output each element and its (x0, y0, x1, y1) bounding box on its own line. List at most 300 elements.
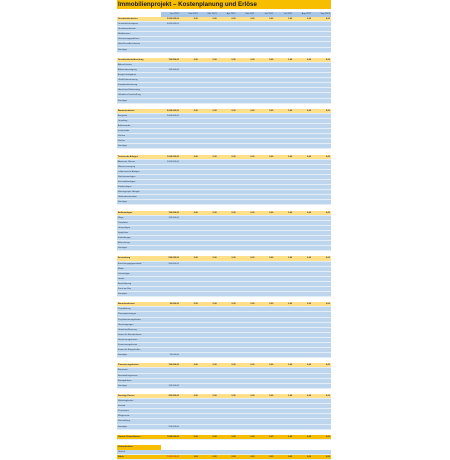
month-cell[interactable] (274, 404, 293, 408)
month-cell[interactable] (312, 312, 331, 316)
month-cell[interactable] (237, 368, 256, 372)
month-cell[interactable] (293, 425, 312, 429)
month-cell[interactable]: 0,00 (212, 364, 217, 367)
row-label[interactable]: Innenwände (118, 130, 130, 133)
row-total[interactable] (161, 368, 180, 372)
row-label[interactable]: Technische Anlagen (118, 155, 138, 158)
row-total[interactable]: 500.000,00 (168, 262, 179, 265)
month-cell[interactable]: 0,00 (231, 257, 236, 260)
row-label[interactable]: Saldo (118, 456, 124, 459)
month-cell[interactable] (237, 328, 256, 332)
month-cell[interactable] (255, 170, 274, 174)
month-cell[interactable]: 0,00 (307, 303, 312, 306)
month-cell[interactable]: 0,00 (325, 58, 330, 61)
month-cell[interactable] (199, 119, 218, 123)
month-cell[interactable] (293, 318, 312, 322)
month-cell[interactable]: 0,00 (288, 18, 293, 20)
month-cell[interactable]: 0,00 (269, 364, 274, 367)
row-total[interactable] (161, 236, 180, 240)
month-cell[interactable] (255, 277, 274, 281)
month-cell[interactable] (180, 399, 199, 403)
month-cell[interactable] (293, 409, 312, 413)
month-cell[interactable] (199, 114, 218, 118)
month-cell[interactable] (180, 241, 199, 245)
month-cell[interactable] (312, 63, 331, 67)
month-cell[interactable] (237, 78, 256, 82)
month-cell[interactable] (274, 333, 293, 337)
month-cell[interactable] (218, 241, 237, 245)
row-label[interactable]: Baunebenkosten (118, 303, 135, 306)
month-cell[interactable] (180, 267, 199, 271)
month-cell[interactable]: 0,00 (325, 257, 330, 260)
month-cell[interactable] (199, 399, 218, 403)
row-label[interactable]: Vermessungsgebühren (118, 38, 140, 41)
month-cell[interactable] (312, 384, 331, 388)
month-cell[interactable] (274, 425, 293, 429)
month-cell[interactable] (180, 323, 199, 327)
row-total[interactable] (161, 414, 180, 418)
month-cell[interactable] (274, 175, 293, 179)
month-cell[interactable] (218, 419, 237, 423)
month-cell[interactable] (312, 144, 331, 148)
month-cell[interactable] (274, 42, 293, 46)
month-cell[interactable] (237, 312, 256, 316)
month-cell[interactable] (274, 246, 293, 250)
month-cell[interactable]: 0,00 (231, 109, 236, 112)
month-cell[interactable] (274, 272, 293, 276)
month-cell[interactable] (312, 78, 331, 82)
month-cell[interactable] (274, 368, 293, 372)
month-cell[interactable]: 0,00 (269, 58, 274, 61)
month-cell[interactable] (255, 450, 274, 454)
month-cell[interactable] (312, 287, 331, 291)
row-total[interactable] (161, 93, 180, 97)
row-label[interactable]: Bauwerkskosten (118, 109, 135, 112)
row-total[interactable] (161, 312, 180, 316)
month-cell[interactable] (255, 399, 274, 403)
row-label[interactable]: Notar/Grundbuchkosten (118, 43, 141, 46)
month-cell[interactable] (274, 144, 293, 148)
month-cell[interactable]: 0,00 (325, 211, 330, 214)
month-cell[interactable] (274, 190, 293, 194)
month-cell[interactable]: 0,00 (231, 394, 236, 397)
month-cell[interactable] (255, 323, 274, 327)
month-cell[interactable] (237, 353, 256, 357)
month-cell[interactable] (180, 236, 199, 240)
month-cell[interactable] (180, 185, 199, 189)
month-cell[interactable] (199, 88, 218, 92)
row-total[interactable] (161, 221, 180, 225)
month-cell[interactable] (218, 114, 237, 118)
row-total[interactable]: 100.000,00 (168, 68, 179, 71)
month-cell[interactable] (199, 241, 218, 245)
month-cell[interactable] (180, 195, 199, 199)
month-cell[interactable] (218, 450, 237, 454)
month-cell[interactable] (312, 419, 331, 423)
month-cell[interactable] (218, 27, 237, 31)
row-label[interactable]: Verkauf (118, 450, 126, 453)
month-cell[interactable] (180, 129, 199, 133)
month-cell[interactable]: 0,00 (250, 257, 255, 260)
month-cell[interactable] (237, 374, 256, 378)
month-cell[interactable] (255, 414, 274, 418)
month-cell[interactable] (199, 419, 218, 423)
month-cell[interactable] (274, 165, 293, 169)
row-total[interactable] (161, 190, 180, 194)
month-cell[interactable] (180, 165, 199, 169)
month-cell[interactable] (218, 409, 237, 413)
month-cell[interactable] (199, 144, 218, 148)
month-cell[interactable] (274, 37, 293, 41)
month-cell[interactable] (218, 221, 237, 225)
month-cell[interactable] (218, 272, 237, 276)
month-cell[interactable] (293, 246, 312, 250)
month-cell[interactable] (199, 139, 218, 143)
month-cell[interactable]: 0,00 (231, 364, 236, 367)
month-cell[interactable] (293, 139, 312, 143)
month-cell[interactable] (199, 333, 218, 337)
month-cell[interactable] (293, 333, 312, 337)
row-label[interactable]: Mietgarantie (118, 415, 130, 418)
month-cell[interactable] (237, 287, 256, 291)
row-total[interactable] (161, 124, 180, 128)
row-total[interactable] (161, 246, 180, 250)
month-cell[interactable] (312, 139, 331, 143)
row-total[interactable] (161, 32, 180, 36)
row-label[interactable]: Projektsteuerungskosten (118, 318, 141, 321)
month-cell[interactable] (255, 165, 274, 169)
month-cell[interactable] (199, 312, 218, 316)
month-cell[interactable] (237, 165, 256, 169)
month-cell[interactable] (293, 180, 312, 184)
month-cell[interactable] (274, 338, 293, 342)
column-header[interactable]: Jun 2021 (264, 13, 274, 15)
month-cell[interactable] (274, 277, 293, 281)
row-total[interactable] (161, 379, 180, 383)
month-cell[interactable] (218, 129, 237, 133)
month-cell[interactable] (274, 328, 293, 332)
month-cell[interactable] (237, 93, 256, 97)
month-cell[interactable] (180, 312, 199, 316)
month-cell[interactable]: 0,00 (231, 456, 236, 459)
month-cell[interactable] (180, 68, 199, 72)
month-cell[interactable] (255, 384, 274, 388)
month-cell[interactable] (237, 384, 256, 388)
month-cell[interactable] (274, 170, 293, 174)
month-cell[interactable] (237, 221, 256, 225)
month-cell[interactable] (255, 200, 274, 204)
month-cell[interactable] (180, 374, 199, 378)
month-cell[interactable] (199, 180, 218, 184)
month-cell[interactable] (199, 22, 218, 26)
month-cell[interactable] (255, 119, 274, 123)
month-cell[interactable] (293, 323, 312, 327)
month-cell[interactable] (274, 231, 293, 235)
month-cell[interactable]: 0,00 (250, 211, 255, 214)
month-cell[interactable] (180, 348, 199, 352)
row-total[interactable]: 100.000,00 (168, 364, 179, 367)
month-cell[interactable] (255, 63, 274, 67)
row-label[interactable]: Starkstromanlagen (118, 175, 136, 178)
month-cell[interactable] (274, 262, 293, 266)
row-label[interactable]: Grünanlagen (118, 226, 131, 229)
month-cell[interactable] (293, 195, 312, 199)
row-total[interactable]: 200.000,00 (168, 425, 179, 428)
month-cell[interactable] (293, 328, 312, 332)
month-cell[interactable] (199, 262, 218, 266)
month-cell[interactable] (180, 124, 199, 128)
month-cell[interactable] (237, 48, 256, 52)
month-cell[interactable] (274, 236, 293, 240)
month-cell[interactable] (274, 73, 293, 77)
month-cell[interactable] (237, 307, 256, 311)
month-cell[interactable] (312, 272, 331, 276)
month-cell[interactable]: 0,00 (307, 109, 312, 112)
month-cell[interactable] (312, 236, 331, 240)
month-cell[interactable] (218, 292, 237, 296)
month-cell[interactable] (199, 165, 218, 169)
month-cell[interactable]: 0,00 (325, 364, 330, 367)
row-label[interactable]: Gründung (118, 119, 128, 122)
month-cell[interactable]: 0,00 (212, 435, 217, 438)
month-cell[interactable] (180, 231, 199, 235)
month-cell[interactable] (237, 231, 256, 235)
month-cell[interactable] (199, 216, 218, 220)
month-cell[interactable] (199, 231, 218, 235)
month-cell[interactable] (312, 180, 331, 184)
month-cell[interactable] (237, 42, 256, 46)
month-cell[interactable] (199, 190, 218, 194)
month-cell[interactable] (312, 124, 331, 128)
month-cell[interactable] (237, 236, 256, 240)
month-cell[interactable] (312, 241, 331, 245)
month-cell[interactable]: 0,00 (212, 155, 217, 158)
row-total[interactable]: 1.000.000,00 (166, 155, 179, 158)
month-cell[interactable]: 0,00 (193, 435, 198, 438)
month-cell[interactable] (312, 282, 331, 286)
month-cell[interactable] (255, 419, 274, 423)
month-cell[interactable]: 0,00 (325, 155, 330, 158)
row-label[interactable]: Sonstige Kosten (118, 394, 135, 397)
month-cell[interactable] (218, 343, 237, 347)
month-cell[interactable] (180, 22, 199, 26)
month-cell[interactable] (312, 425, 331, 429)
month-cell[interactable] (274, 216, 293, 220)
month-cell[interactable]: 0,00 (231, 58, 236, 61)
month-cell[interactable] (293, 287, 312, 291)
month-cell[interactable] (180, 246, 199, 250)
month-cell[interactable] (199, 129, 218, 133)
row-label[interactable]: Ausgleichsabgaben (118, 74, 137, 77)
month-cell[interactable] (237, 88, 256, 92)
month-cell[interactable] (237, 160, 256, 164)
month-cell[interactable] (237, 216, 256, 220)
month-cell[interactable]: 0,00 (231, 435, 236, 438)
row-total[interactable] (161, 277, 180, 281)
month-cell[interactable] (274, 384, 293, 388)
month-cell[interactable] (255, 318, 274, 322)
month-cell[interactable] (274, 287, 293, 291)
month-cell[interactable]: 0,00 (231, 155, 236, 158)
month-cell[interactable] (293, 272, 312, 276)
month-cell[interactable]: 0,00 (269, 303, 274, 306)
month-cell[interactable] (199, 323, 218, 327)
month-cell[interactable]: 0,00 (212, 58, 217, 61)
month-cell[interactable] (199, 272, 218, 276)
month-cell[interactable] (180, 175, 199, 179)
month-cell[interactable]: 0,00 (307, 58, 312, 61)
row-total[interactable] (161, 307, 180, 311)
row-label[interactable]: Sonstiges (118, 425, 128, 428)
month-cell[interactable]: 0,00 (288, 456, 293, 459)
row-total[interactable] (161, 99, 180, 103)
month-cell[interactable] (237, 185, 256, 189)
month-cell[interactable] (293, 144, 312, 148)
month-cell[interactable] (293, 185, 312, 189)
month-cell[interactable] (180, 139, 199, 143)
month-cell[interactable] (180, 292, 199, 296)
month-cell[interactable] (312, 226, 331, 230)
month-cell[interactable] (255, 99, 274, 103)
row-total[interactable] (161, 399, 180, 403)
month-cell[interactable]: 0,00 (288, 394, 293, 397)
month-cell[interactable] (255, 185, 274, 189)
month-cell[interactable] (180, 287, 199, 291)
month-cell[interactable]: 0,00 (193, 155, 198, 158)
month-cell[interactable]: 0,00 (193, 211, 198, 214)
month-cell[interactable] (237, 200, 256, 204)
month-cell[interactable] (199, 450, 218, 454)
month-cell[interactable] (312, 175, 331, 179)
row-label[interactable]: Kosten für Bauabnahmen (118, 333, 142, 336)
month-cell[interactable] (180, 338, 199, 342)
row-total[interactable] (161, 200, 180, 204)
month-cell[interactable] (255, 190, 274, 194)
month-cell[interactable] (274, 185, 293, 189)
row-label[interactable]: Öffentliche Erschließung (118, 94, 141, 97)
month-cell[interactable] (274, 32, 293, 36)
month-cell[interactable] (274, 226, 293, 230)
month-cell[interactable] (199, 195, 218, 199)
month-cell[interactable]: 0,00 (212, 18, 217, 20)
month-cell[interactable] (199, 68, 218, 72)
month-cell[interactable] (218, 287, 237, 291)
month-cell[interactable] (255, 292, 274, 296)
month-cell[interactable] (237, 414, 256, 418)
month-cell[interactable] (255, 343, 274, 347)
month-cell[interactable] (293, 93, 312, 97)
month-cell[interactable] (237, 450, 256, 454)
month-cell[interactable] (255, 134, 274, 138)
row-label[interactable]: Geräte (118, 277, 125, 280)
row-total[interactable]: 100.000,00 (168, 211, 179, 214)
row-label[interactable]: Bauzinsen (118, 369, 128, 372)
month-cell[interactable] (199, 292, 218, 296)
month-cell[interactable] (293, 216, 312, 220)
row-label[interactable]: Summe Gesamtkosten (118, 435, 141, 438)
month-cell[interactable] (180, 262, 199, 266)
month-cell[interactable] (218, 68, 237, 72)
month-cell[interactable] (237, 399, 256, 403)
month-cell[interactable] (255, 368, 274, 372)
month-cell[interactable] (237, 68, 256, 72)
row-total[interactable] (161, 83, 180, 87)
month-cell[interactable] (293, 32, 312, 36)
month-cell[interactable] (312, 404, 331, 408)
month-cell[interactable] (237, 119, 256, 123)
month-cell[interactable] (180, 343, 199, 347)
row-label[interactable]: Grundstücksaufbereitung (118, 58, 144, 61)
month-cell[interactable] (199, 425, 218, 429)
month-cell[interactable] (312, 333, 331, 337)
row-total[interactable]: 3.000.000,00 (166, 23, 179, 26)
month-cell[interactable] (274, 99, 293, 103)
month-cell[interactable]: 0,00 (250, 18, 255, 20)
row-total[interactable] (161, 37, 180, 41)
row-total[interactable] (161, 78, 180, 82)
row-total[interactable]: 7.550.000,00 (166, 435, 179, 438)
row-label[interactable]: Bankgebühren (118, 379, 132, 382)
column-header[interactable]: Sep 2021 (320, 13, 330, 15)
month-cell[interactable] (255, 114, 274, 118)
month-cell[interactable] (237, 139, 256, 143)
row-label[interactable]: Einfriedungen (118, 237, 131, 240)
month-cell[interactable] (255, 93, 274, 97)
row-total[interactable] (161, 170, 180, 174)
month-cell[interactable] (180, 226, 199, 230)
month-cell[interactable]: 0,00 (288, 435, 293, 438)
month-cell[interactable] (274, 139, 293, 143)
month-cell[interactable] (255, 374, 274, 378)
month-cell[interactable] (199, 73, 218, 77)
month-cell[interactable] (218, 78, 237, 82)
month-cell[interactable] (293, 160, 312, 164)
month-cell[interactable] (180, 353, 199, 357)
month-cell[interactable] (199, 348, 218, 352)
month-cell[interactable] (180, 414, 199, 418)
month-cell[interactable] (237, 226, 256, 230)
month-cell[interactable] (312, 27, 331, 31)
month-cell[interactable] (293, 282, 312, 286)
month-cell[interactable] (293, 22, 312, 26)
month-cell[interactable] (293, 200, 312, 204)
month-cell[interactable] (293, 277, 312, 281)
month-cell[interactable] (293, 226, 312, 230)
month-cell[interactable] (293, 379, 312, 383)
row-label[interactable]: Genehmigungen (118, 323, 134, 326)
row-label[interactable]: Spielplätze (118, 231, 129, 234)
month-cell[interactable] (237, 22, 256, 26)
month-cell[interactable] (293, 292, 312, 296)
month-cell[interactable] (293, 399, 312, 403)
month-cell[interactable] (237, 425, 256, 429)
row-total[interactable] (161, 419, 180, 423)
month-cell[interactable] (312, 22, 331, 26)
month-cell[interactable] (255, 236, 274, 240)
row-total[interactable] (161, 450, 180, 454)
column-header[interactable]: Aug 2021 (301, 13, 312, 15)
row-label[interactable]: Finanzierungskosten (118, 344, 138, 346)
month-cell[interactable] (180, 119, 199, 123)
month-cell[interactable] (218, 37, 237, 41)
row-total[interactable] (161, 333, 180, 337)
month-cell[interactable] (218, 399, 237, 403)
month-cell[interactable] (255, 409, 274, 413)
month-cell[interactable] (255, 333, 274, 337)
month-cell[interactable] (274, 307, 293, 311)
month-cell[interactable] (180, 379, 199, 383)
month-cell[interactable] (274, 134, 293, 138)
